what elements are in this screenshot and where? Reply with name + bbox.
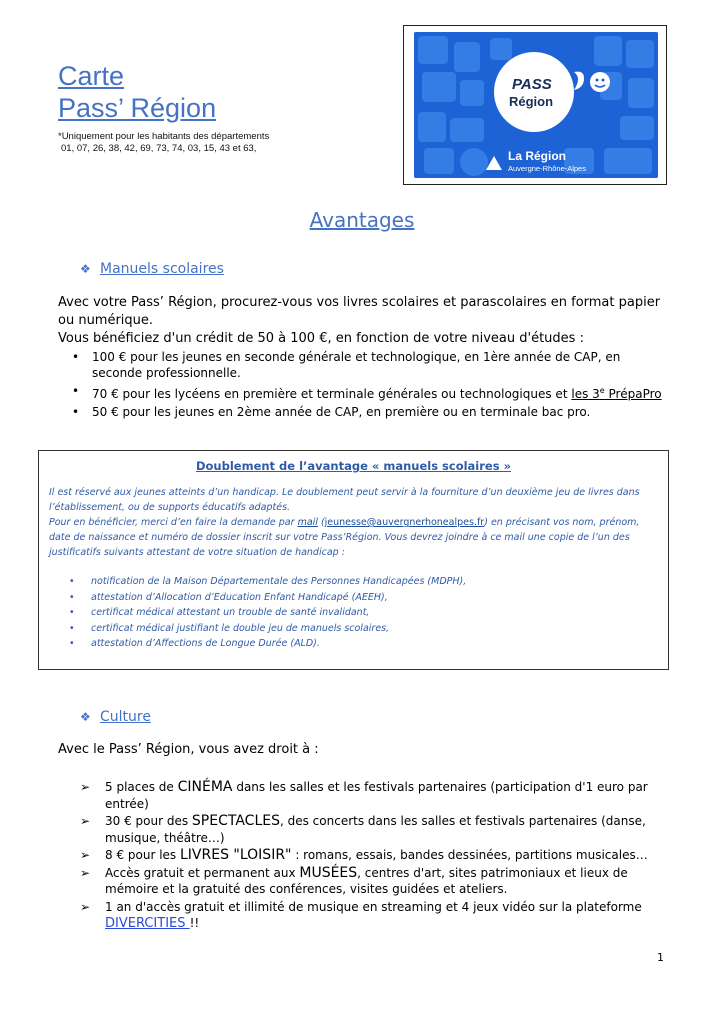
p2-text-a: Pour en bénéficier, merci d’en faire la demande par <box>49 517 298 528</box>
manuels-section-header <box>80 258 224 277</box>
p2-text-c: ) en précisant vos nom, prénom, date de naissance et numéro de dossier inscrit sur votre Pass’Région. Vous devrez joindre à ce mail une copie de l’un des justificatifs suivants attestant de votre situation de handicap : <box>49 517 640 558</box>
prepapro-pre: les 3 <box>571 387 600 401</box>
item-text: 1 an d'accès gratuit et illimité de musique en streaming et 4 jeux vidéo sur la plateforme <box>105 899 642 914</box>
prepapro-link[interactable] <box>571 387 661 401</box>
prepapro-post: PrépaPro <box>604 387 662 401</box>
manuels-intro: Avec votre Pass’ Région, procurez-vous vos livres scolaires et parascolaires en format papier ou numérique. <box>58 295 661 328</box>
title-line-2: Pass’ Région <box>58 93 217 123</box>
card-brand-name: La Région <box>508 149 567 163</box>
box-paragraph-1: Il est réservé aux jeunes atteints d’un handicap. Le doublement peut servir à la fourniture d’un deuxième jeu de livres dans l’établissement, ou de supports éducatifs adaptés. <box>49 487 640 513</box>
musees-label: MUSÉES <box>299 864 358 881</box>
item-text: : romans, essais, bandes dessinées, partitions musicales… <box>291 848 648 862</box>
box-title: Doublement de l’avantage « manuels scolaires » <box>195 459 511 473</box>
note-line-1: *Uniquement pour les habitants des départements <box>58 131 270 142</box>
item-text: , centres d'art, sites patrimoniaux et lieux de mémoire et la gratuité des conférences, visites guidées et ateliers. <box>105 865 628 896</box>
list-item <box>80 779 666 812</box>
p2-text-b: ( <box>317 517 325 528</box>
card-visual <box>414 32 658 178</box>
box-paragraph-2 <box>49 515 658 560</box>
manuels-heading: Manuels scolaires <box>100 261 224 277</box>
culture-list <box>80 779 666 934</box>
divercities-link[interactable]: DIVERCITIES <box>105 916 190 931</box>
list-item: • attestation d’Allocation d’Education Enfant Handicapé (AEEH), <box>39 590 668 606</box>
diamond-bullet-icon: ❖ <box>80 262 91 276</box>
livres-label: LIVRES "LOISIR" <box>180 847 292 863</box>
list-item <box>58 383 668 402</box>
list-item: • certificat médical justifiant le double jeu de manuels scolaires, <box>39 621 668 637</box>
culture-heading: Culture <box>100 709 151 725</box>
item-text: Accès gratuit et permanent aux <box>105 865 300 880</box>
item-text: dans les salles et les festivals partenaires (participation d'1 euro par entrée) <box>105 780 648 811</box>
doublement-box <box>38 450 669 670</box>
justificatifs-list <box>39 574 668 652</box>
card-logo-region: Région <box>509 94 554 109</box>
list-item: • notification de la Maison Départementale des Personnes Handicapées (MDPH), <box>39 574 668 590</box>
cinema-label: CINÉMA <box>177 779 233 795</box>
item-text: , des concerts dans les salles et festivals partenaires (danse, musique, théâtre…) <box>105 814 646 845</box>
page-number: 1 <box>657 951 664 964</box>
item-text: !! <box>189 916 200 930</box>
diamond-bullet-icon: ❖ <box>80 710 91 724</box>
item-text: 5 places de <box>105 780 178 794</box>
bullet-text: 70 € pour les lycéens en première et terminale générales ou technologiques et <box>92 387 568 401</box>
list-item: • 50 € pour les jeunes en 2ème année de CAP, en première ou en terminale bac pro. <box>58 404 668 420</box>
email-link[interactable]: jeunesse@auvergnerhonealpes.fr <box>324 517 485 528</box>
spectacles-label: SPECTACLES <box>191 813 280 829</box>
pass-region-card-image <box>403 25 667 185</box>
avantages-heading: Avantages <box>309 208 415 232</box>
list-item: • attestation d’Affections de Longue Durée (ALD). <box>39 636 668 652</box>
item-text: 30 € pour des <box>105 814 192 828</box>
list-item <box>80 847 666 864</box>
document-title <box>58 60 216 124</box>
card-brand-region: Auvergne-Rhône-Alpes <box>508 164 586 173</box>
note-line-2: 01, 07, 26, 38, 42, 69, 73, 74, 03, 15, 43 et 63, <box>61 143 257 154</box>
card-pattern <box>414 32 658 178</box>
card-logo-pass: PASS <box>512 76 552 93</box>
box-paragraph <box>39 485 668 560</box>
culture-section-header <box>80 706 151 725</box>
manuels-credit: Vous bénéficiez d'un crédit de 50 à 100 €, en fonction de votre niveau d'études : <box>58 331 584 346</box>
departments-note <box>58 131 269 155</box>
mail-link[interactable]: mail <box>297 517 318 528</box>
prepapro-sup: e <box>599 386 605 395</box>
title-line-1: Carte <box>58 61 125 91</box>
culture-intro: Avec le Pass’ Région, vous avez droit à : <box>58 742 319 757</box>
list-item: • 100 € pour les jeunes en seconde générale et technologique, en 1ère année de CAP, en seconde professionnelle. <box>58 349 668 381</box>
list-item: • certificat médical attestant un trouble de santé invalidant, <box>39 605 668 621</box>
item-text: 8 € pour les <box>105 848 180 862</box>
list-item <box>80 865 666 898</box>
list-item <box>80 813 666 846</box>
list-item <box>80 899 666 933</box>
manuels-bullets <box>58 349 668 422</box>
